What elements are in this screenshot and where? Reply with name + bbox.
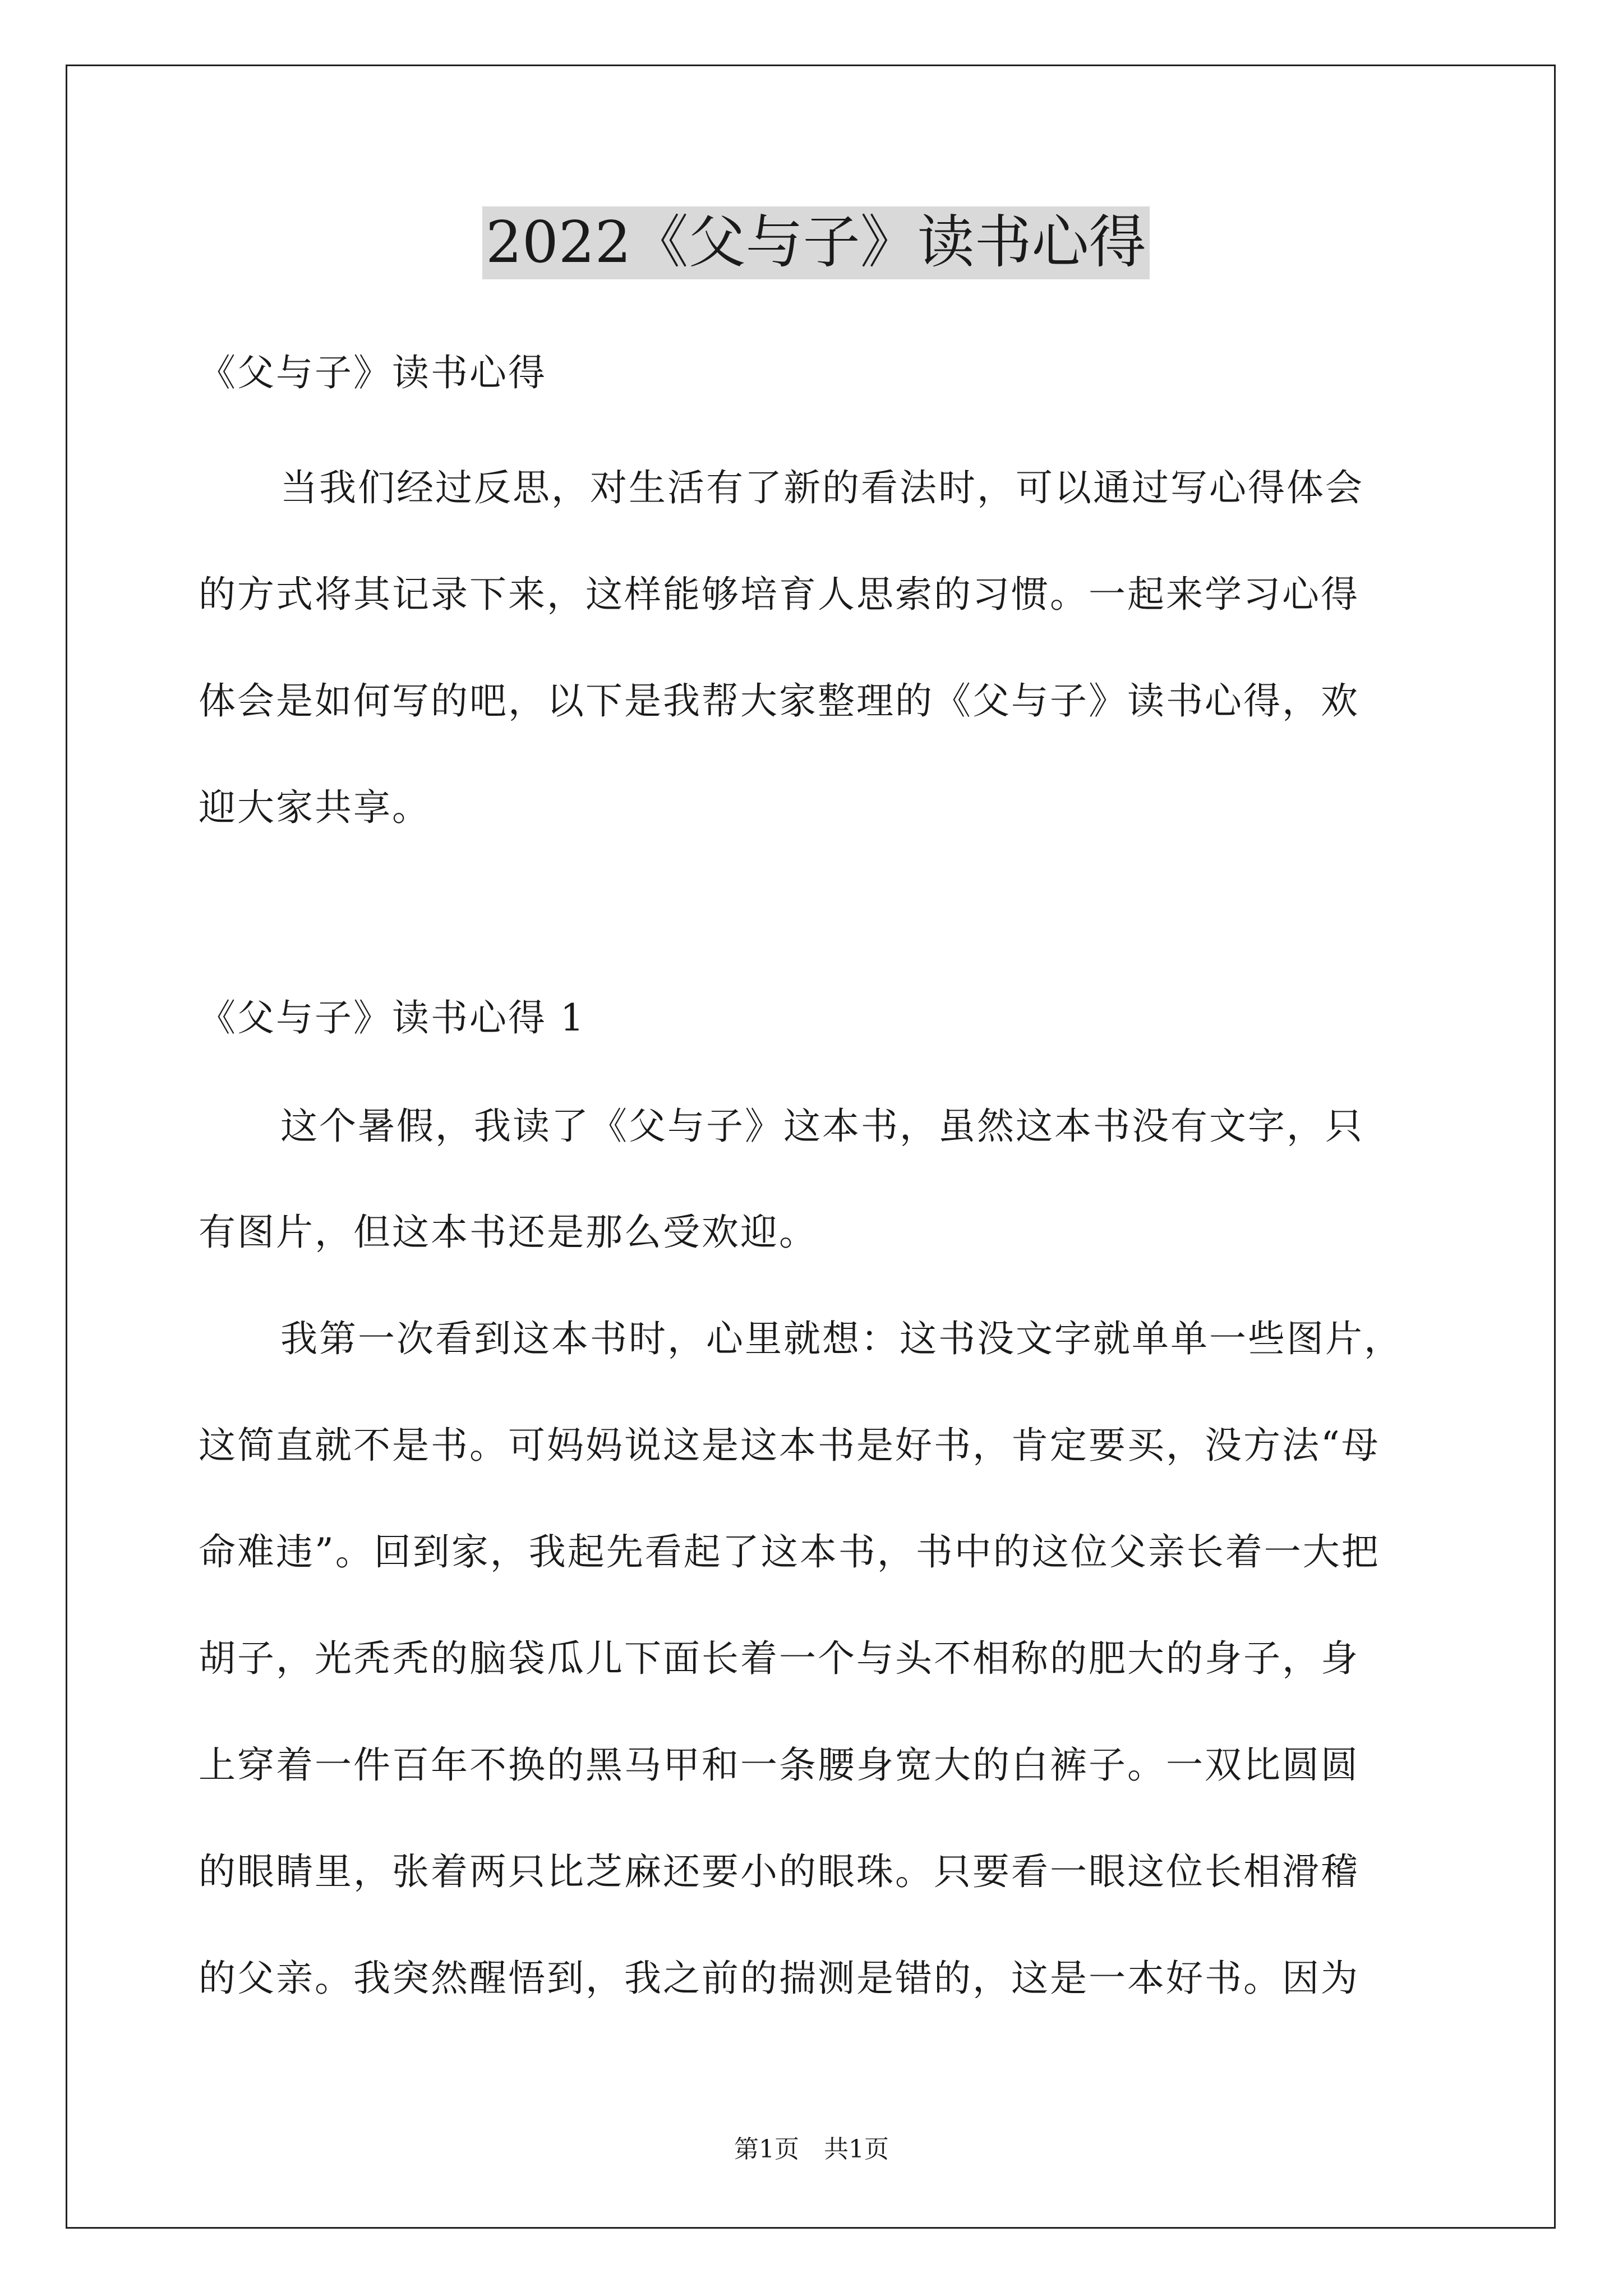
paragraph-2-line-1: 我第一次看到这本书时，心里就想：这书没文字就单单一些图片， xyxy=(280,1317,1403,1360)
intro-line-3: 体会是如何写的吧，以下是我帮大家整理的《父与子》读书心得，欢 xyxy=(199,679,1359,723)
page-footer: 第1页 共1页 xyxy=(734,2135,889,2164)
paragraph-2-line-3: 命难违”。回到家，我起先看起了这本书，书中的这位父亲长着一大把 xyxy=(199,1530,1380,1573)
intro-line-1: 当我们经过反思，对生活有了新的看法时，可以通过写心得体会 xyxy=(280,466,1364,509)
paragraph-2-line-6: 的眼睛里，张着两只比芝麻还要小的眼珠。只要看一眼这位长相滑稽 xyxy=(199,1850,1359,1893)
paragraph-2-line-5: 上穿着一件百年不换的黑马甲和一条腰身宽大的白裤子。一双比圆圆 xyxy=(199,1743,1359,1787)
intro-line-4: 迎大家共享。 xyxy=(199,786,431,829)
paragraph-1-line-2: 有图片，但这本书还是那么受欢迎。 xyxy=(199,1211,818,1254)
document-subtitle: 《父与子》读书心得 xyxy=(199,351,547,394)
paragraph-2-line-7: 的父亲。我突然醒悟到，我之前的揣测是错的，这是一本好书。因为 xyxy=(199,1957,1359,2000)
paragraph-2-line-2: 这简直就不是书。可妈妈说这是这本书是好书，肯定要买，没方法“母 xyxy=(199,1424,1380,1467)
document-title: 2022《父与子》读书心得 xyxy=(482,206,1150,279)
paragraph-2-line-4: 胡子，光秃秃的脑袋瓜儿下面长着一个与头不相称的肥大的身子，身 xyxy=(199,1637,1359,1680)
intro-line-2: 的方式将其记录下来，这样能够培育人思索的习惯。一起来学习心得 xyxy=(199,573,1359,616)
section-heading-1: 《父与子》读书心得 1 xyxy=(199,996,585,1039)
paragraph-1-line-1: 这个暑假，我读了《父与子》这本书，虽然这本书没有文字，只 xyxy=(280,1105,1364,1148)
